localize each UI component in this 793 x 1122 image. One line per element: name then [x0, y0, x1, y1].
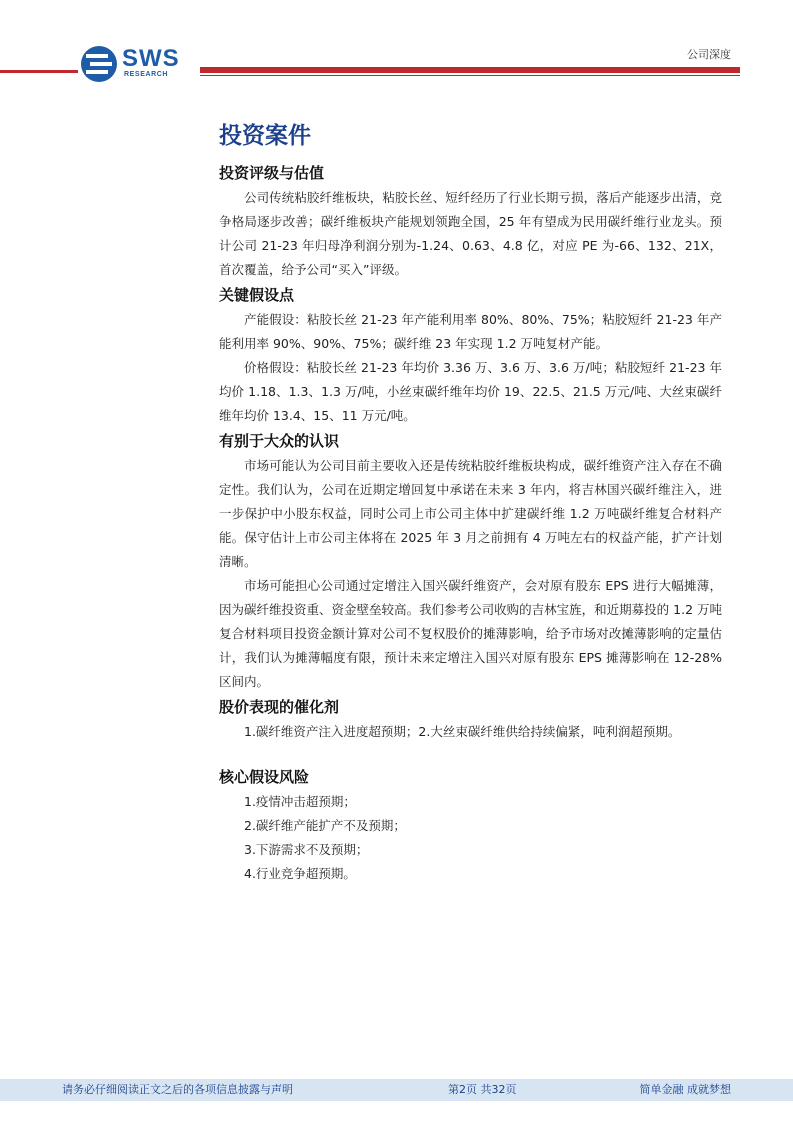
section-catalysts [219, 694, 722, 744]
sws-logo-icon [80, 45, 118, 83]
section-heading: 核心假设风险 [219, 768, 310, 786]
logo-subtext: RESEARCH [124, 71, 169, 78]
section-paragraph: 1.碳纤维资产注入进度超预期；2.大丝束碳纤维供给持续偏紧，吨利润超预期。 [244, 724, 681, 739]
section-heading: 有别于大众的认识 [219, 432, 340, 450]
section-key-assumptions [219, 282, 722, 428]
section-heading: 关键假设点 [219, 286, 295, 304]
section-paragraph: 价格假设：粘胶长丝 21-23 年均价 3.36 万、3.6 万、3.6 万/吨；粘胶短纤 21-23 年均价 1.18、1.3、1.3 万/吨，小丝束碳纤维年均价 19、22.5、21.5 万元/吨、大丝束碳纤维年均价 13.4、15、11 万元/吨。 [219, 360, 722, 423]
section-paragraph: 公司传统粘胶纤维板块，粘胶长丝、短纤经历了行业长期亏损，落后产能逐步出清，竞争格局逐步改善；碳纤维板块产能规划领跑全国，25 年有望成为民用碳纤维行业龙头。预计公司 21-23 年归母净利润分别为-1.24、0.63、4.8 亿，对应 PE 为-66、132、21X，首次覆盖，给予公司“买入”评级。 [219, 190, 722, 277]
section-paragraph: 市场可能认为公司目前主要收入还是传统粘胶纤维板块构成，碳纤维资产注入存在不确定性。我们认为，公司在近期定增回复中承诺在未来 3 年内，将吉林国兴碳纤维注入，进一步保护中小股东权益，同时公司上市公司主体中扩建碳纤维 1.2 万吨碳纤维复合材料产能。保守估计上市公司主体将在 2025 年 3 月之前拥有 4 万吨左右的权益产能，扩产计划清晰。 [219, 458, 722, 569]
footer-page-number: 第2页 共32页 [448, 1083, 517, 1096]
main-content [219, 120, 722, 886]
footer-slogan: 简单金融 成就梦想 [639, 1083, 731, 1096]
section-heading: 投资评级与估值 [219, 164, 325, 182]
footer-disclaimer: 请务必仔细阅读正文之后的各项信息披露与声明 [62, 1083, 293, 1096]
section-paragraph: 市场可能担心公司通过定增注入国兴碳纤维资产，会对原有股东 EPS 进行大幅摊薄，因为碳纤维投资重、资金壁垒较高。我们参考公司收购的吉林宝旌，和近期募投的 1.2 万吨复合材料项目投资金额计算对公司不复权股价的摊薄影响，给予市场对改摊薄影响的定量估计，我们认为摊薄幅度有限，预计未来定增注入国兴对原有股东 EPS 摊薄影响在 12-28%区间内。 [219, 578, 722, 689]
section-spacer [219, 744, 722, 764]
sws-logo [80, 45, 190, 83]
page-title: 投资案件 [219, 123, 311, 149]
section-heading: 股价表现的催化剂 [219, 698, 340, 716]
risk-item: 2.碳纤维产能扩产不及预期； [244, 818, 406, 833]
risk-item: 4.行业竞争超预期。 [244, 866, 356, 881]
section-valuation [219, 160, 722, 282]
section-risks [219, 764, 722, 886]
section-differentiated-view [219, 428, 722, 694]
risk-item: 3.下游需求不及预期； [244, 842, 369, 857]
risk-item: 1.疫情冲击超预期； [244, 794, 356, 809]
header-rule-left [0, 70, 78, 73]
logo-text: SWS [122, 45, 180, 72]
header-rule-right-thin [200, 75, 740, 76]
page-footer [0, 1079, 793, 1101]
header-rule-right [200, 67, 740, 73]
section-paragraph: 产能假设：粘胶长丝 21-23 年产能利用率 80%、80%、75%；粘胶短纤 21-23 年产能利用率 90%、90%、75%；碳纤维 23 年实现 1.2 万吨复材产能。 [219, 312, 722, 351]
report-type-label: 公司深度 [687, 48, 731, 61]
